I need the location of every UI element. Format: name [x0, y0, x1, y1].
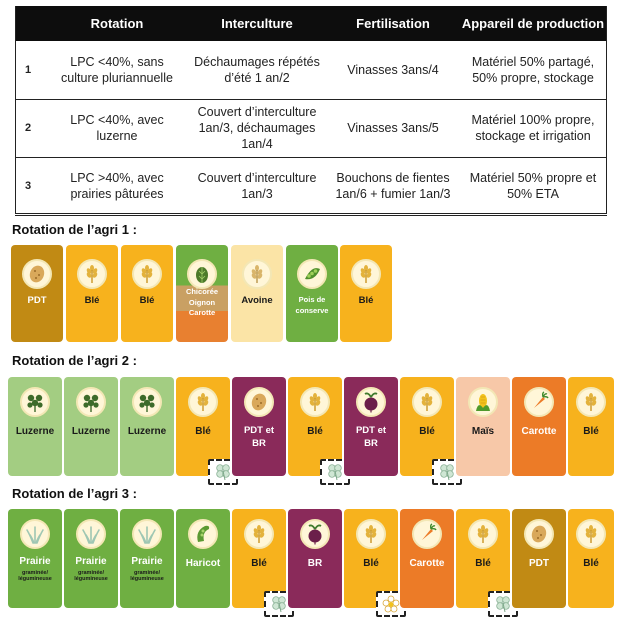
crop-card-blé — [344, 509, 398, 608]
crop-card-carotte — [512, 377, 566, 476]
crop-disc — [22, 259, 52, 289]
crop-disc — [351, 259, 381, 289]
rotation-title-agri-1: Rotation de l’agri 1 : — [12, 222, 137, 237]
oat-icon — [246, 263, 268, 285]
crop-card-luzerne — [64, 377, 118, 476]
wheat-icon — [304, 391, 326, 413]
crop-label: Prairie — [19, 556, 51, 567]
crop-disc — [356, 387, 386, 417]
grass-icon — [24, 523, 46, 545]
crop-label: Blé — [195, 426, 211, 437]
wheat-icon — [360, 523, 382, 545]
cell-interculture: Couvert d’interculture 1an/3 — [187, 157, 327, 215]
crop-label: Prairie — [131, 556, 163, 567]
table-header-row — [15, 6, 607, 41]
clover-icon — [325, 463, 345, 481]
crop-disc — [244, 387, 274, 417]
crop-label: Blé — [583, 558, 599, 569]
row-number: 3 — [15, 157, 47, 215]
crop-disc — [132, 519, 162, 549]
crop-card-prairie — [8, 509, 62, 608]
crop-label: Pois de conserve — [295, 295, 329, 315]
crop-label: Blé — [363, 558, 379, 569]
crop-card-maïs — [456, 377, 510, 476]
crop-card-blé — [288, 377, 342, 476]
crop-card-luzerne — [120, 377, 174, 476]
header-fertilisation: Fertilisation — [327, 6, 459, 41]
crop-card-blé — [400, 377, 454, 476]
crop-label: Chicorée Oignon Carotte — [185, 287, 219, 317]
crop-label: Prairie — [75, 556, 107, 567]
itinerary-table — [15, 6, 607, 216]
crop-card-avoine — [231, 245, 283, 342]
crop-sublabel: graminée/ légumineuse — [130, 570, 164, 582]
cell-rotation: LPC <40%, sans culture pluriannuelle — [47, 41, 187, 99]
cell-rotation: LPC >40%, avec prairies pâturées — [47, 157, 187, 215]
beet-icon — [360, 391, 382, 413]
crop-card-blé — [232, 509, 286, 608]
wheat-icon — [580, 523, 602, 545]
wheat-icon — [81, 263, 103, 285]
crop-card-blé — [121, 245, 173, 342]
crop-card-haricot — [176, 509, 230, 608]
wheat-icon — [248, 523, 270, 545]
cell-fertilisation: Vinasses 3ans/4 — [327, 41, 459, 99]
crop-disc — [300, 387, 330, 417]
clover-icon — [269, 595, 289, 613]
crop-disc — [412, 519, 442, 549]
crop-disc — [576, 519, 606, 549]
crop-label: Luzerne — [71, 426, 111, 437]
crop-label: Luzerne — [15, 426, 55, 437]
crop-disc — [76, 387, 106, 417]
crop-label: Blé — [419, 426, 435, 437]
crop-disc — [187, 259, 217, 289]
table-row — [15, 99, 607, 157]
crop-label: Carotte — [521, 426, 557, 437]
header-num — [15, 6, 47, 41]
crop-disc — [20, 387, 50, 417]
crop-disc — [188, 387, 218, 417]
wheat-icon — [472, 523, 494, 545]
cell-appareil: Matériel 50% propre et 50% ETA — [459, 157, 607, 215]
crop-label: Blé — [307, 426, 323, 437]
crop-disc — [412, 387, 442, 417]
crop-label: Haricot — [185, 558, 221, 569]
crop-card-luzerne — [8, 377, 62, 476]
crop-disc — [242, 259, 272, 289]
crop-label: Avoine — [241, 295, 273, 306]
crop-card-pdt-et-br — [344, 377, 398, 476]
wheat-icon — [416, 391, 438, 413]
rotation-title-agri-3: Rotation de l’agri 3 : — [12, 486, 137, 501]
alfalfa-icon — [24, 391, 46, 413]
crop-label: Luzerne — [127, 426, 167, 437]
crop-card-blé — [340, 245, 392, 342]
crop-label: Blé — [583, 426, 599, 437]
clover-icon — [437, 463, 457, 481]
header-interculture: Interculture — [187, 6, 327, 41]
row-number: 1 — [15, 41, 47, 99]
cell-interculture: Couvert d’interculture 1an/3, déchaumages 1an/4 — [187, 99, 327, 157]
alfalfa-icon — [80, 391, 102, 413]
cell-rotation: LPC <40%, avec luzerne — [47, 99, 187, 157]
cell-interculture: Déchaumages répétés d’été 1 an/2 — [187, 41, 327, 99]
crop-disc — [76, 519, 106, 549]
cell-appareil: Matériel 50% partagé, 50% propre, stockage — [459, 41, 607, 99]
crop-card-prairie — [120, 509, 174, 608]
table-row — [15, 41, 607, 99]
wheat-icon — [580, 391, 602, 413]
crop-disc — [524, 519, 554, 549]
wheat-icon — [136, 263, 158, 285]
crop-label: Blé — [84, 295, 100, 306]
header-rotation: Rotation — [47, 6, 187, 41]
clover-icon — [213, 463, 233, 481]
crop-sublabel: graminée/ légumineuse — [74, 570, 108, 582]
pea-icon — [301, 263, 323, 285]
crop-disc — [244, 519, 274, 549]
crop-label: Blé — [251, 558, 267, 569]
crop-label: PDT — [27, 295, 47, 306]
crop-card-blé — [456, 509, 510, 608]
crop-card-carotte — [400, 509, 454, 608]
crop-label: Maïs — [471, 426, 495, 437]
crop-disc — [132, 259, 162, 289]
corn-icon — [472, 391, 494, 413]
crop-card-blé — [568, 377, 614, 476]
crop-disc — [20, 519, 50, 549]
beet-icon — [304, 523, 326, 545]
crop-disc — [77, 259, 107, 289]
crop-card-pdt — [11, 245, 63, 342]
crop-label: PDT et BR — [355, 425, 387, 449]
crop-label: Blé — [358, 295, 374, 306]
crop-label: PDT et BR — [243, 425, 275, 449]
grass-icon — [136, 523, 158, 545]
crop-disc — [356, 519, 386, 549]
crop-card-pois-de-conserve — [286, 245, 338, 342]
crop-disc — [297, 259, 327, 289]
crop-card-blé — [66, 245, 118, 342]
wheat-icon — [192, 391, 214, 413]
crop-disc — [300, 519, 330, 549]
header-appareil: Appareil de production — [459, 6, 607, 41]
crop-label: Blé — [139, 295, 155, 306]
crop-label: BR — [307, 558, 323, 569]
crop-sublabel: graminée/ légumineuse — [18, 570, 52, 582]
carrot-icon — [416, 523, 438, 545]
alfalfa-icon — [136, 391, 158, 413]
potato-icon — [528, 523, 550, 545]
crop-label: Blé — [475, 558, 491, 569]
crop-card-pdt-et-br — [232, 377, 286, 476]
clover-icon — [493, 595, 513, 613]
crop-card-prairie — [64, 509, 118, 608]
crop-card-blé — [568, 509, 614, 608]
flower-icon — [381, 595, 401, 613]
crop-card-blé — [176, 377, 230, 476]
crop-label: Carotte — [409, 558, 445, 569]
rotation-title-agri-2: Rotation de l’agri 2 : — [12, 353, 137, 368]
row-number: 2 — [15, 99, 47, 157]
cell-fertilisation: Vinasses 3ans/5 — [327, 99, 459, 157]
crop-disc — [132, 387, 162, 417]
wheat-icon — [355, 263, 377, 285]
crop-disc — [188, 519, 218, 549]
cell-fertilisation: Bouchons de fientes 1an/6 + fumier 1an/3 — [327, 157, 459, 215]
carrot-icon — [528, 391, 550, 413]
crop-disc — [524, 387, 554, 417]
grass-icon — [80, 523, 102, 545]
crop-disc — [576, 387, 606, 417]
potato-icon — [26, 263, 48, 285]
crop-card-chicorée-oignon-carotte — [176, 245, 228, 342]
potato-icon — [248, 391, 270, 413]
bean-icon — [192, 523, 214, 545]
crop-card-pdt — [512, 509, 566, 608]
cell-appareil: Matériel 100% propre, stockage et irrigation — [459, 99, 607, 157]
table-row — [15, 157, 607, 215]
crop-label: PDT — [529, 558, 549, 569]
crop-disc — [468, 387, 498, 417]
crop-disc — [468, 519, 498, 549]
crop-card-br — [288, 509, 342, 608]
chicory-icon — [191, 263, 213, 285]
